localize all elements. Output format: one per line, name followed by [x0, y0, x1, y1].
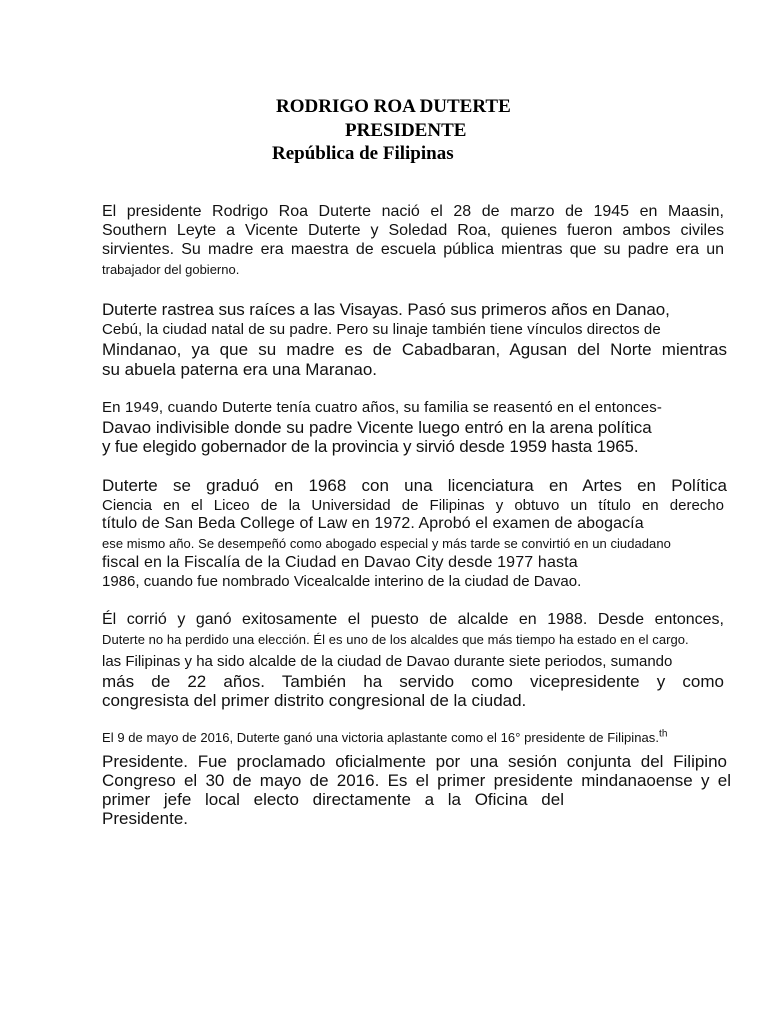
- document-subtitle-position: PRESIDENTE: [345, 120, 467, 141]
- text-line: [102, 728, 724, 745]
- text-line: ese mismo año. Se desempeñó como abogado especial y más tarde se convirtió en un ciudadano: [102, 536, 671, 551]
- text-line: Presidente.: [102, 809, 188, 828]
- text-line: Duterte rastrea sus raíces a las Visayas. Pasó sus primeros años en Danao,: [102, 300, 670, 319]
- text-line: Ciencia en el Liceo de la Universidad de Filipinas y obtuvo un título en derecho: [102, 497, 724, 514]
- text-line: Duterte se graduó en 1968 con una licenciatura en Artes en Política: [102, 476, 727, 495]
- text-line: Duterte no ha perdido una elección. Él es uno de los alcaldes que más tiempo ha estado en el cargo.: [102, 632, 689, 647]
- text-line: Cebú, la ciudad natal de su padre. Pero su linaje también tiene vínculos directos de: [102, 321, 661, 338]
- text-line: Southern Leyte a Vicente Duterte y Soledad Roa, quienes fueron ambos civiles: [102, 222, 724, 239]
- text-line: más de 22 años. También ha servido como vicepresidente y como: [102, 672, 724, 691]
- text-line: título de San Beda College of Law en 1972. Aprobó el examen de abogacía: [102, 515, 644, 532]
- document-subtitle-country: República de Filipinas: [272, 143, 454, 164]
- superscript-th: th: [659, 728, 668, 740]
- text-line: su abuela paterna era una Maranao.: [102, 360, 378, 379]
- text-line: las Filipinas y ha sido alcalde de la ciudad de Davao durante siete periodos, sumando: [102, 653, 673, 670]
- text-line: sirvientes. Su madre era maestra de escuela pública mientras que su padre era un: [102, 241, 724, 258]
- text-line: Davao indivisible donde su padre Vicente luego entró en la arena política: [102, 418, 652, 437]
- text-line: primer jefe local electo directamente a la Oficina del: [102, 790, 564, 809]
- text-line: En 1949, cuando Duterte tenía cuatro años, su familia se reasentó en el entonces-: [102, 399, 662, 416]
- text-line: Mindanao, ya que su madre es de Cabadbaran, Agusan del Norte mientras: [102, 340, 727, 359]
- text-line-content: El 9 de mayo de 2016, Duterte ganó una victoria aplastante como el 16° presidente de Filipinas.: [102, 730, 660, 745]
- text-line: El presidente Rodrigo Roa Duterte nació el 28 de marzo de 1945 en Maasin,: [102, 203, 724, 220]
- text-line: Él corrió y ganó exitosamente el puesto de alcalde en 1988. Desde entonces,: [102, 611, 724, 628]
- text-line: fiscal en la Fiscalía de la Ciudad en Davao City desde 1977 hasta: [102, 554, 578, 571]
- text-line: y fue elegido gobernador de la provincia y sirvió desde 1959 hasta 1965.: [102, 437, 639, 456]
- text-line: congresista del primer distrito congresional de la ciudad.: [102, 691, 527, 710]
- text-line: Presidente. Fue proclamado oficialmente por una sesión conjunta del Filipino: [102, 752, 727, 771]
- text-line: Congreso el 30 de mayo de 2016. Es el primer presidente mindanaoense y el: [102, 771, 731, 790]
- text-line: trabajador del gobierno.: [102, 262, 240, 277]
- text-line: 1986, cuando fue nombrado Vicealcalde interino de la ciudad de Davao.: [102, 573, 582, 590]
- document-title: RODRIGO ROA DUTERTE: [276, 96, 511, 117]
